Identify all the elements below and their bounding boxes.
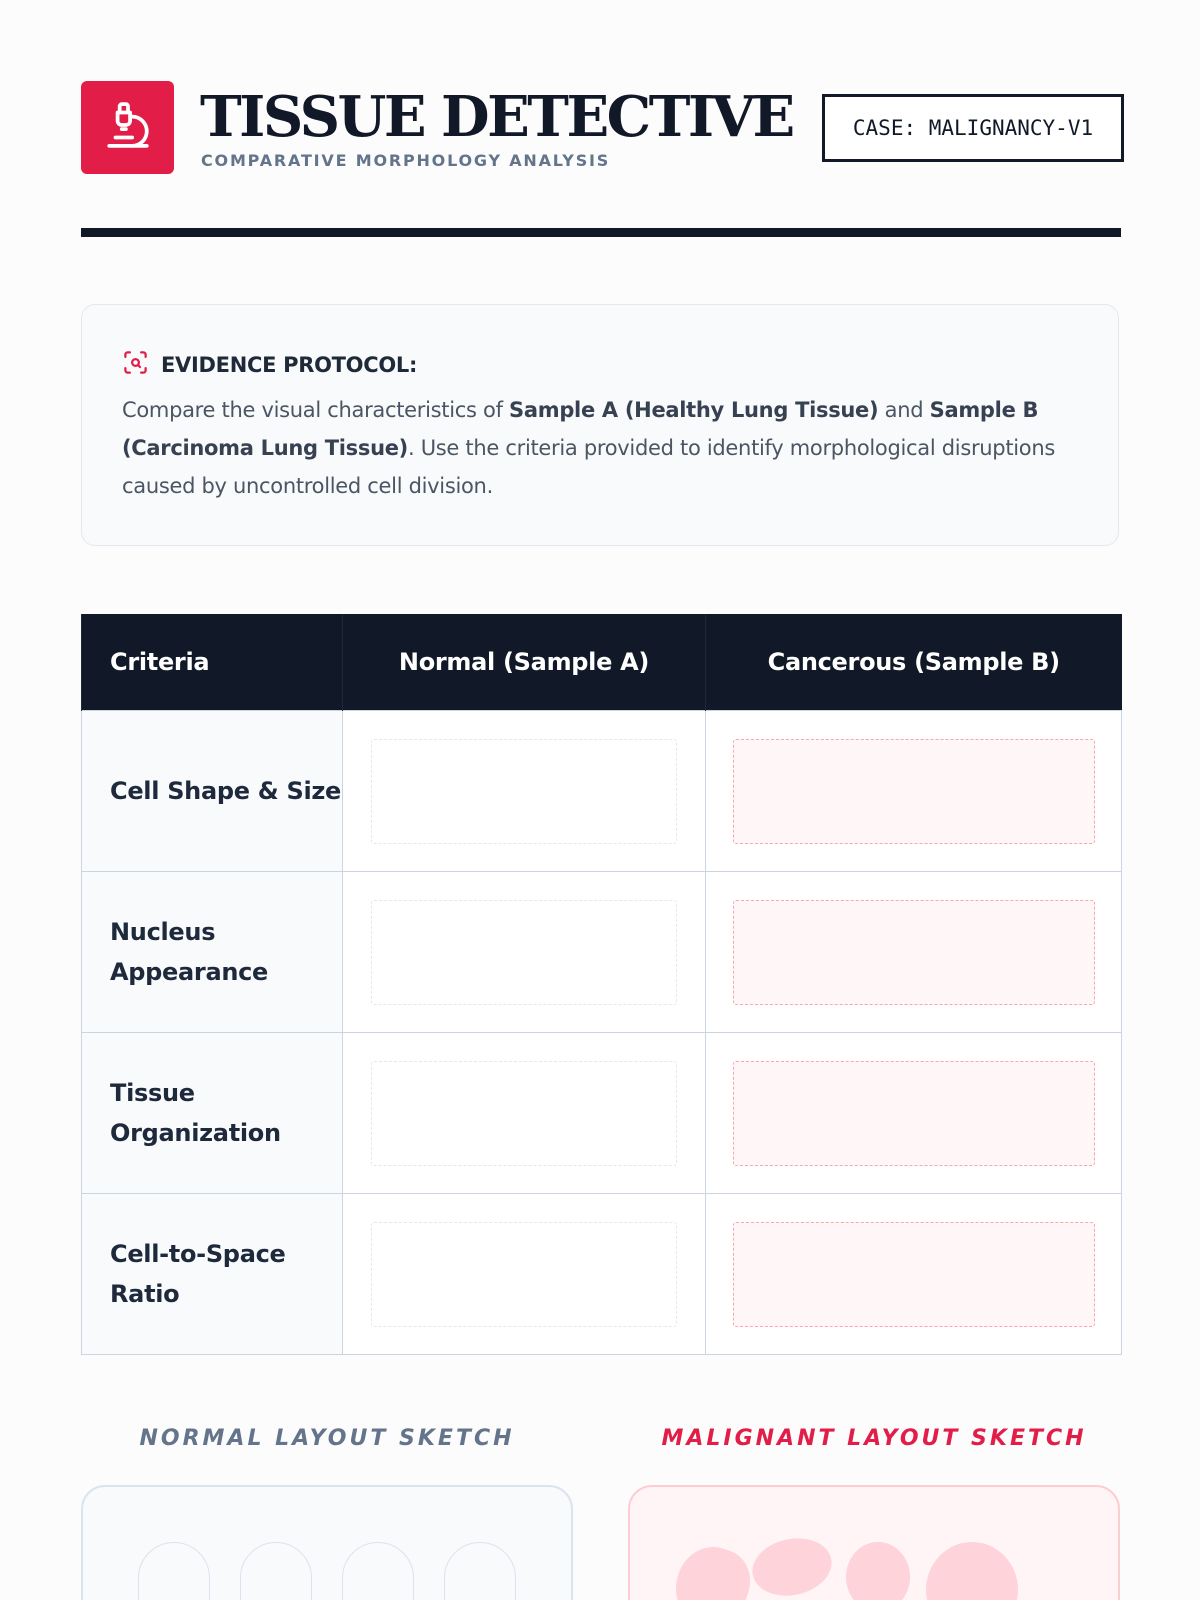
sample-a-label: Sample A (Healthy Lung Tissue) bbox=[509, 398, 879, 422]
cancerous-cell bbox=[706, 1033, 1122, 1194]
normal-cell-outline bbox=[342, 1542, 414, 1600]
cancerous-cell bbox=[706, 872, 1122, 1033]
table-header-row bbox=[82, 614, 1122, 711]
normal-cell bbox=[343, 711, 706, 872]
case-badge: CASE: MALIGNANCY-V1 bbox=[822, 94, 1124, 162]
criteria-cell: Cell Shape & Size bbox=[82, 711, 343, 872]
protocol-text-1: Compare the visual characteristics of bbox=[122, 398, 510, 422]
criteria-cell: Nucleus Appearance bbox=[82, 872, 343, 1033]
protocol-text-2: and bbox=[878, 398, 930, 422]
normal-cell-outline bbox=[444, 1542, 516, 1600]
normal-sketch-area[interactable] bbox=[81, 1485, 573, 1600]
cancerous-answer-field[interactable] bbox=[733, 1061, 1095, 1166]
normal-answer-field[interactable] bbox=[371, 1061, 677, 1166]
normal-cell bbox=[343, 1033, 706, 1194]
normal-cell-outline bbox=[240, 1542, 312, 1600]
criteria-cell: Tissue Organization bbox=[82, 1033, 343, 1194]
table-row bbox=[82, 872, 1122, 1033]
header-divider bbox=[81, 228, 1121, 237]
malignant-cell-blob bbox=[846, 1542, 910, 1600]
malignant-cell-blob bbox=[926, 1542, 1018, 1600]
table-row bbox=[82, 711, 1122, 872]
protocol-text-3: . Use the criteria provided to identify morphological disruptions caused by uncontrolled cell division. bbox=[122, 436, 1056, 498]
evidence-protocol-card bbox=[81, 304, 1119, 546]
malignant-sketch-label: MALIGNANT LAYOUT SKETCH bbox=[661, 1426, 1087, 1451]
normal-cell-outline bbox=[138, 1542, 210, 1600]
protocol-instructions bbox=[122, 391, 1082, 505]
cancerous-cell bbox=[706, 711, 1122, 872]
normal-answer-field[interactable] bbox=[371, 739, 677, 844]
table-row bbox=[82, 1033, 1122, 1194]
malignant-sketch-area[interactable] bbox=[628, 1485, 1120, 1600]
page-title: TISSUE DETECTIVE bbox=[200, 84, 793, 150]
header-cancerous: Cancerous (Sample B) bbox=[706, 614, 1122, 711]
malignant-cell-blob bbox=[747, 1531, 837, 1600]
normal-answer-field[interactable] bbox=[371, 900, 677, 1005]
logo-badge bbox=[81, 81, 174, 174]
scan-search-icon bbox=[122, 349, 149, 381]
protocol-title: EVIDENCE PROTOCOL: bbox=[161, 353, 418, 377]
microscope-icon bbox=[103, 100, 153, 155]
comparison-table bbox=[81, 614, 1122, 1355]
normal-sketch-label: NORMAL LAYOUT SKETCH bbox=[139, 1426, 515, 1451]
criteria-cell: Cell-to-Space Ratio bbox=[82, 1194, 343, 1355]
header-criteria: Criteria bbox=[82, 614, 343, 711]
sample-b-label: Sample B (Carcinoma Lung Tissue) bbox=[122, 398, 1039, 460]
protocol-heading bbox=[122, 349, 417, 381]
table-row bbox=[82, 1194, 1122, 1355]
cancerous-answer-field[interactable] bbox=[733, 1222, 1095, 1327]
normal-cell bbox=[343, 1194, 706, 1355]
page-subtitle: COMPARATIVE MORPHOLOGY ANALYSIS bbox=[201, 151, 611, 170]
normal-answer-field[interactable] bbox=[371, 1222, 677, 1327]
malignant-cell-blob bbox=[664, 1537, 759, 1600]
cancerous-answer-field[interactable] bbox=[733, 900, 1095, 1005]
header-normal: Normal (Sample A) bbox=[343, 614, 706, 711]
cancerous-cell bbox=[706, 1194, 1122, 1355]
cancerous-answer-field[interactable] bbox=[733, 739, 1095, 844]
normal-cell bbox=[343, 872, 706, 1033]
